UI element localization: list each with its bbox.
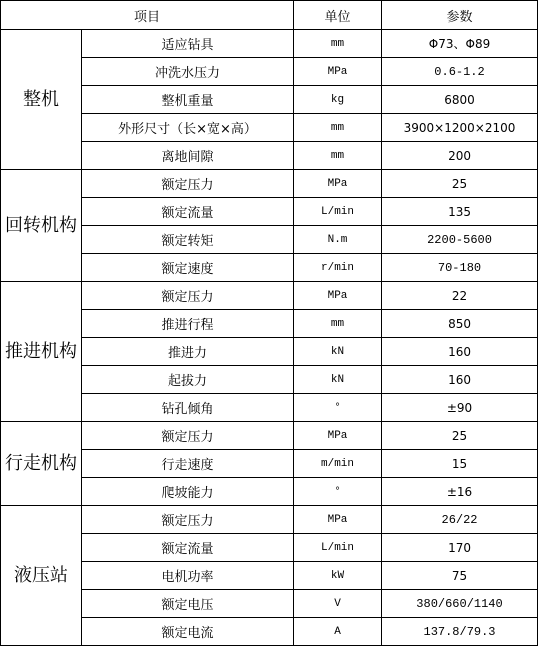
table-row <box>1 142 538 170</box>
group-label: 液压站 <box>1 506 82 646</box>
item-value: 25 <box>382 170 538 198</box>
item-unit: kN <box>294 366 382 394</box>
item-name: 适应钻具 <box>82 30 294 58</box>
item-value: 160 <box>382 366 538 394</box>
item-name: 额定压力 <box>82 506 294 534</box>
item-name: 行走速度 <box>82 450 294 478</box>
item-name: 推进行程 <box>82 310 294 338</box>
item-value: 70-180 <box>382 254 538 282</box>
item-value: ±16 <box>382 478 538 506</box>
header-param: 参数 <box>382 1 538 30</box>
item-unit: mm <box>294 114 382 142</box>
table-row <box>1 58 538 86</box>
table-row <box>1 170 538 198</box>
table-row <box>1 226 538 254</box>
item-value: 137.8/79.3 <box>382 618 538 646</box>
item-unit: MPa <box>294 170 382 198</box>
item-name: 电机功率 <box>82 562 294 590</box>
item-name: 离地间隙 <box>82 142 294 170</box>
item-value: 135 <box>382 198 538 226</box>
item-name: 额定电流 <box>82 618 294 646</box>
item-name: 额定流量 <box>82 534 294 562</box>
item-value: 15 <box>382 450 538 478</box>
item-unit: mm <box>294 142 382 170</box>
item-value: 3900×1200×2100 <box>382 114 538 142</box>
item-unit: kN <box>294 338 382 366</box>
item-unit: r/min <box>294 254 382 282</box>
item-value: 380/660/1140 <box>382 590 538 618</box>
item-unit: mm <box>294 30 382 58</box>
item-unit: A <box>294 618 382 646</box>
item-unit: N.m <box>294 226 382 254</box>
item-value: 6800 <box>382 86 538 114</box>
item-name: 额定压力 <box>82 282 294 310</box>
item-name: 推进力 <box>82 338 294 366</box>
item-value: ±90 <box>382 394 538 422</box>
group-label: 行走机构 <box>1 422 82 506</box>
table-row <box>1 310 538 338</box>
item-unit: kg <box>294 86 382 114</box>
item-value: 75 <box>382 562 538 590</box>
item-unit: ° <box>294 478 382 506</box>
table-row <box>1 282 538 310</box>
item-value: 170 <box>382 534 538 562</box>
item-unit: m/min <box>294 450 382 478</box>
item-value: 22 <box>382 282 538 310</box>
item-name: 额定转矩 <box>82 226 294 254</box>
item-unit: MPa <box>294 422 382 450</box>
table-row <box>1 478 538 506</box>
table-row <box>1 590 538 618</box>
group-label: 整机 <box>1 30 82 170</box>
item-value: 2200-5600 <box>382 226 538 254</box>
item-unit: MPa <box>294 58 382 86</box>
item-name: 额定速度 <box>82 254 294 282</box>
group-label: 推进机构 <box>1 282 82 422</box>
header-unit: 单位 <box>294 1 382 30</box>
item-name: 起拔力 <box>82 366 294 394</box>
table-row <box>1 86 538 114</box>
item-name: 额定电压 <box>82 590 294 618</box>
header-row <box>1 1 538 30</box>
item-value: Φ73、Φ89 <box>382 30 538 58</box>
table-row <box>1 338 538 366</box>
table-row <box>1 114 538 142</box>
table-row <box>1 30 538 58</box>
item-name: 爬坡能力 <box>82 478 294 506</box>
item-unit: V <box>294 590 382 618</box>
table-row <box>1 506 538 534</box>
item-name: 额定压力 <box>82 422 294 450</box>
item-name: 外形尺寸（长×宽×高） <box>82 114 294 142</box>
header-item: 项目 <box>1 1 294 30</box>
table-row <box>1 198 538 226</box>
group-label: 回转机构 <box>1 170 82 282</box>
item-unit: ° <box>294 394 382 422</box>
item-unit: L/min <box>294 198 382 226</box>
item-value: 0.6-1.2 <box>382 58 538 86</box>
item-unit: MPa <box>294 506 382 534</box>
table-row <box>1 562 538 590</box>
item-unit: kW <box>294 562 382 590</box>
item-value: 160 <box>382 338 538 366</box>
table-row <box>1 254 538 282</box>
item-value: 25 <box>382 422 538 450</box>
item-name: 钻孔倾角 <box>82 394 294 422</box>
spec-table-body <box>1 30 538 646</box>
item-value: 26/22 <box>382 506 538 534</box>
item-unit: mm <box>294 310 382 338</box>
table-row <box>1 366 538 394</box>
item-name: 额定压力 <box>82 170 294 198</box>
table-row <box>1 394 538 422</box>
item-name: 额定流量 <box>82 198 294 226</box>
item-unit: L/min <box>294 534 382 562</box>
item-unit: MPa <box>294 282 382 310</box>
item-value: 850 <box>382 310 538 338</box>
table-row <box>1 534 538 562</box>
item-value: 200 <box>382 142 538 170</box>
item-name: 冲洗水压力 <box>82 58 294 86</box>
table-row <box>1 450 538 478</box>
table-row <box>1 618 538 646</box>
item-name: 整机重量 <box>82 86 294 114</box>
table-row <box>1 422 538 450</box>
